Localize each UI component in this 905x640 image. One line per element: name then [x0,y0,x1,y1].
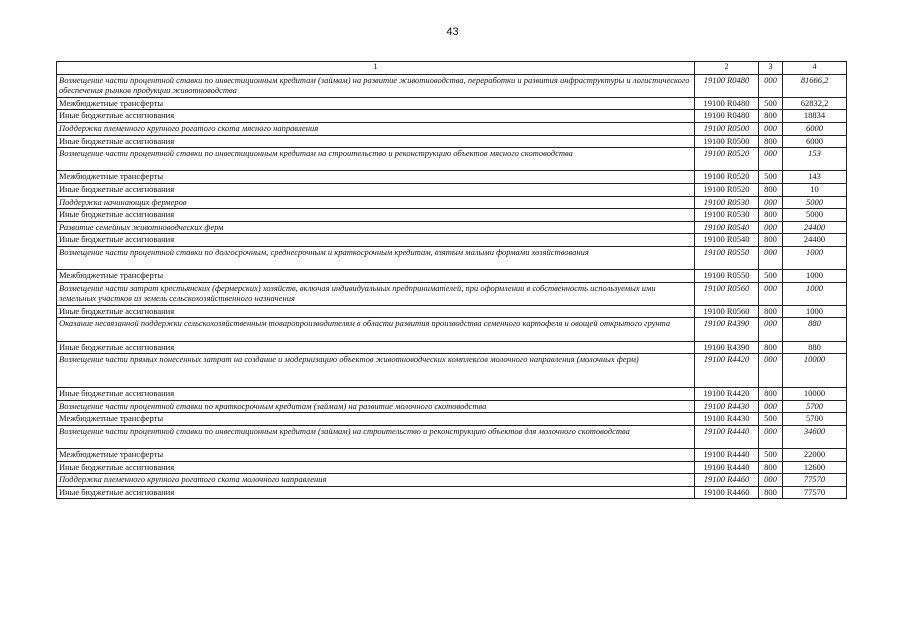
row-amount: 10 [783,183,847,196]
budget-table [56,61,847,499]
row-expense-type: 800 [759,388,783,401]
table-row [57,486,847,499]
row-name: Иные бюджетные ассигнования [57,388,695,401]
row-amount: 77570 [783,486,847,499]
table-row [57,110,847,123]
row-name: Межбюджетные трансферты [57,270,695,283]
table-row [57,305,847,318]
row-name: Поддержка племенного крупного рогатого скота молочного направления [57,474,695,487]
row-name: Иные бюджетные ассигнования [57,209,695,222]
table-row [57,341,847,354]
row-code: 19100 R0550 [695,270,759,283]
row-expense-type: 000 [759,122,783,135]
row-amount: 10000 [783,388,847,401]
row-name: Иные бюджетные ассигнования [57,183,695,196]
row-expense-type: 000 [759,425,783,448]
row-name: Возмещение части прямых понесенных затрат на создание и модернизацию объектов животноводческих комплексов молочного направления (молочных ферм) [57,354,695,388]
row-expense-type: 000 [759,74,783,97]
row-name: Иные бюджетные ассигнования [57,305,695,318]
header-col-4: 4 [783,62,847,75]
row-amount: 24400 [783,221,847,234]
row-code: 19100 R4460 [695,486,759,499]
row-amount: 1000 [783,246,847,269]
row-name: Иные бюджетные ассигнования [57,461,695,474]
table-row [57,122,847,135]
row-amount: 22000 [783,449,847,462]
row-expense-type: 800 [759,183,783,196]
row-expense-type: 800 [759,110,783,123]
table-row [57,135,847,148]
row-amount: 5700 [783,400,847,413]
row-expense-type: 500 [759,270,783,283]
table-row [57,221,847,234]
header-col-3: 3 [759,62,783,75]
row-code: 19100 R0540 [695,221,759,234]
row-code: 19100 R4420 [695,354,759,388]
table-row [57,282,847,305]
row-name: Иные бюджетные ассигнования [57,486,695,499]
row-amount: 880 [783,318,847,341]
table-row [57,413,847,426]
row-expense-type: 000 [759,400,783,413]
row-code: 19100 R4440 [695,425,759,448]
row-name: Оказание несвязанной поддержки сельскохозяйственным товаропроизводителям в области развития производства семенного картофеля и овощей открытого грунта [57,318,695,341]
row-code: 19100 R0530 [695,209,759,222]
row-expense-type: 000 [759,354,783,388]
row-code: 19100 R0520 [695,183,759,196]
row-amount: 1000 [783,270,847,283]
row-expense-type: 000 [759,474,783,487]
table-row [57,246,847,269]
row-expense-type: 800 [759,209,783,222]
row-expense-type: 800 [759,135,783,148]
row-amount: 880 [783,341,847,354]
row-expense-type: 500 [759,449,783,462]
table-row [57,449,847,462]
row-code: 19100 R0560 [695,282,759,305]
row-expense-type: 800 [759,341,783,354]
row-amount: 81666,2 [783,74,847,97]
table-row [57,461,847,474]
row-code: 19100 R0500 [695,122,759,135]
row-amount: 62832,2 [783,97,847,110]
table-row [57,97,847,110]
row-code: 19100 R4420 [695,388,759,401]
row-name: Межбюджетные трансферты [57,171,695,184]
row-code: 19100 R4440 [695,461,759,474]
row-name: Развитие семейных животноводческих ферм [57,221,695,234]
header-col-2: 2 [695,62,759,75]
table-row [57,209,847,222]
row-code: 19100 R4390 [695,318,759,341]
row-amount: 5000 [783,196,847,209]
row-code: 19100 R0560 [695,305,759,318]
row-amount: 6000 [783,122,847,135]
row-expense-type: 000 [759,318,783,341]
row-expense-type: 000 [759,246,783,269]
row-name: Иные бюджетные ассигнования [57,341,695,354]
table-row [57,196,847,209]
page-number: 43 [446,26,459,38]
row-expense-type: 000 [759,148,783,171]
row-expense-type: 000 [759,221,783,234]
row-name: Межбюджетные трансферты [57,97,695,110]
row-code: 19100 R0520 [695,171,759,184]
row-name: Возмещение части процентной ставки по инвестиционным кредитам на строительство и реконструкцию объектов мясного скотоводства [57,148,695,171]
row-amount: 153 [783,148,847,171]
row-amount: 18834 [783,110,847,123]
table-row [57,74,847,97]
row-expense-type: 500 [759,171,783,184]
row-code: 19100 R0500 [695,135,759,148]
row-name: Межбюджетные трансферты [57,449,695,462]
table-header-row [57,62,847,75]
row-amount: 1000 [783,305,847,318]
row-name: Возмещение части процентной ставки по инвестиционным кредитам (займам) на строительство и реконструкцию объектов для молочного скотоводства [57,425,695,448]
row-name: Возмещение части процентной ставки по инвестиционным кредитам (займам) на развитие животноводства, переработки и развития инфраструктуры и логистического обеспечения рынков продукции животноводства [57,74,695,97]
row-amount: 5000 [783,209,847,222]
row-code: 19100 R0550 [695,246,759,269]
row-expense-type: 800 [759,461,783,474]
row-code: 19100 R4430 [695,413,759,426]
row-expense-type: 500 [759,413,783,426]
row-amount: 1000 [783,282,847,305]
row-name: Межбюджетные трансферты [57,413,695,426]
table-row [57,388,847,401]
row-expense-type: 800 [759,234,783,247]
table-row [57,234,847,247]
row-name: Возмещение части процентной ставки по краткосрочным кредитам (займам) на развитие молочного скотоводства [57,400,695,413]
row-name: Возмещение части затрат крестьянских (фермерских) хозяйств, включая индивидуальных предпринимателей, при оформлении в собственность используемых ими земельных участков из земель сельскохозяйственного назначения [57,282,695,305]
row-code: 19100 R0480 [695,110,759,123]
row-code: 19100 R4430 [695,400,759,413]
row-amount: 24400 [783,234,847,247]
table-row [57,270,847,283]
row-amount: 10000 [783,354,847,388]
row-code: 19100 R4460 [695,474,759,487]
row-name: Иные бюджетные ассигнования [57,110,695,123]
table-row [57,183,847,196]
row-code: 19100 R0480 [695,97,759,110]
row-name: Поддержка начинающих фермеров [57,196,695,209]
row-amount: 12600 [783,461,847,474]
row-code: 19100 R0480 [695,74,759,97]
table-row [57,425,847,448]
table-row [57,400,847,413]
row-expense-type: 800 [759,486,783,499]
row-code: 19100 R4390 [695,341,759,354]
row-amount: 5700 [783,413,847,426]
row-expense-type: 500 [759,97,783,110]
row-name: Возмещение части процентной ставки по долгосрочным, среднесрочным и краткосрочным кредитам, взятым малыми формами хозяйствования [57,246,695,269]
row-code: 19100 R0540 [695,234,759,247]
row-code: 19100 R0520 [695,148,759,171]
row-code: 19100 R4440 [695,449,759,462]
row-name: Иные бюджетные ассигнования [57,234,695,247]
row-expense-type: 000 [759,282,783,305]
table-row [57,354,847,388]
row-amount: 34600 [783,425,847,448]
row-code: 19100 R0530 [695,196,759,209]
table-row [57,148,847,171]
row-expense-type: 000 [759,196,783,209]
row-name: Иные бюджетные ассигнования [57,135,695,148]
table-row [57,474,847,487]
row-amount: 77570 [783,474,847,487]
header-col-1: 1 [57,62,695,75]
row-name: Поддержка племенного крупного рогатого скота мясного направления [57,122,695,135]
row-expense-type: 800 [759,305,783,318]
table-row [57,171,847,184]
table-row [57,318,847,341]
row-amount: 6000 [783,135,847,148]
row-amount: 143 [783,171,847,184]
